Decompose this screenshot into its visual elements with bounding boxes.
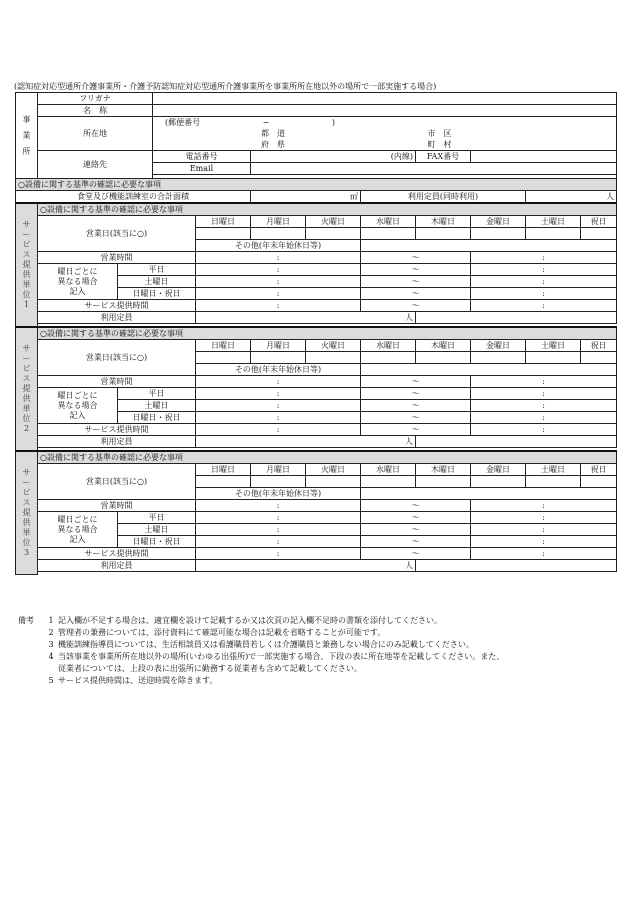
note-item-2: 2 管理者の兼務については、添付資料にて確認可能な場合は記載を省略することが可能です。 bbox=[48, 628, 386, 637]
service-hours-end[interactable]: : bbox=[471, 548, 617, 560]
service-unit-3 bbox=[16, 451, 617, 574]
note-item-4: 4 当該事業を事業所所在地以外の場所(いわゆる出張所)で一部実施する場合、下段の表に所在地等を記載してください。また、 bbox=[48, 652, 505, 661]
note-item-4-continued: 従業者については、上段の表に出張所に勤務する従業者も含めて記載してください。 bbox=[58, 664, 362, 673]
facility-capacity-field[interactable]: 人 bbox=[526, 191, 617, 204]
unit-capacity-field[interactable]: 人 bbox=[196, 312, 416, 324]
saturday-hours-end[interactable]: : bbox=[471, 400, 617, 412]
business-hours-end[interactable]: : bbox=[471, 252, 617, 264]
day-header-2: 火曜日 bbox=[306, 216, 361, 228]
phone-field[interactable]: (内線) bbox=[251, 151, 416, 163]
fax-label: FAX番号 bbox=[416, 151, 471, 163]
service-hours-sep: 〜 bbox=[361, 424, 471, 436]
name-label: 名 称 bbox=[38, 105, 153, 117]
day-header-3: 水曜日 bbox=[361, 464, 416, 476]
day-checkbox-5[interactable] bbox=[471, 476, 526, 488]
unit-section-title: ○設備に関する基準の確認に必要な事項 bbox=[38, 451, 617, 464]
other-days-label: その他(年末年始休日等) bbox=[196, 240, 361, 252]
note-item-5: 5 サービス提供時間は、送迎時間を除きます。 bbox=[48, 676, 218, 685]
sunday-hours-start[interactable]: : bbox=[196, 536, 361, 548]
day-checkbox-4[interactable] bbox=[416, 352, 471, 364]
weekday-label: 平日 bbox=[118, 388, 196, 400]
day-checkbox-4[interactable] bbox=[416, 228, 471, 240]
notes-section bbox=[18, 615, 504, 687]
business-hours-label: 営業時間 bbox=[38, 376, 196, 388]
day-header-2: 火曜日 bbox=[306, 340, 361, 352]
service-hours-label: サービス提供時間 bbox=[38, 424, 196, 436]
weekday-hours-start[interactable]: : bbox=[196, 264, 361, 276]
weekday-hours-start[interactable]: : bbox=[196, 388, 361, 400]
address-pref-city-row-2[interactable]: 府 県 町 村 bbox=[153, 139, 617, 151]
notes-label: 備考 bbox=[18, 616, 34, 625]
facility-area-field[interactable]: ㎡ bbox=[251, 191, 361, 204]
other-days-label: その他(年末年始休日等) bbox=[196, 488, 361, 500]
service-hours-start[interactable]: : bbox=[196, 424, 361, 436]
day-header-3: 水曜日 bbox=[361, 340, 416, 352]
day-header-5: 金曜日 bbox=[471, 464, 526, 476]
other-days-label: その他(年末年始休日等) bbox=[196, 364, 361, 376]
saturday-label: 土曜日 bbox=[118, 524, 196, 536]
business-hours-label: 営業時間 bbox=[38, 252, 196, 264]
unit-spacer-2 bbox=[38, 573, 617, 574]
day-checkbox-3[interactable] bbox=[361, 228, 416, 240]
day-checkbox-1[interactable] bbox=[251, 228, 306, 240]
service-hours-sep: 〜 bbox=[361, 548, 471, 560]
day-header-1: 月曜日 bbox=[251, 340, 306, 352]
service-hours-end[interactable]: : bbox=[471, 300, 617, 312]
day-header-7: 祝日 bbox=[581, 464, 617, 476]
facility-area-label: 食堂及び機能訓練室の合計面積 bbox=[16, 191, 251, 204]
day-checkbox-2[interactable] bbox=[306, 228, 361, 240]
unit-capacity-label: 利用定員 bbox=[38, 560, 196, 572]
weekday-hours-start[interactable]: : bbox=[196, 512, 361, 524]
office-section bbox=[16, 93, 617, 179]
day-checkbox-0[interactable] bbox=[196, 228, 251, 240]
business-hours-end[interactable]: : bbox=[471, 500, 617, 512]
day-header-7: 祝日 bbox=[581, 340, 617, 352]
unit-section-title: ○設備に関する基準の確認に必要な事項 bbox=[38, 327, 617, 340]
day-header-0: 日曜日 bbox=[196, 464, 251, 476]
unit-capacity-label: 利用定員 bbox=[38, 312, 196, 324]
unit-capacity-blank bbox=[416, 560, 617, 572]
day-checkbox-3[interactable] bbox=[361, 352, 416, 364]
saturday-hours-start[interactable]: : bbox=[196, 524, 361, 536]
email-label: Email bbox=[153, 163, 251, 175]
business-hours-start[interactable]: : bbox=[196, 252, 361, 264]
business-hours-sep: 〜 bbox=[361, 376, 471, 388]
name-field[interactable] bbox=[153, 105, 617, 117]
day-header-0: 日曜日 bbox=[196, 216, 251, 228]
day-checkbox-1[interactable] bbox=[251, 352, 306, 364]
furigana-field[interactable] bbox=[153, 93, 617, 105]
sunday-hours-start[interactable]: : bbox=[196, 288, 361, 300]
sunday-hours-start[interactable]: : bbox=[196, 412, 361, 424]
address-pref-city-row[interactable]: 都 道 市 区 bbox=[153, 128, 617, 139]
saturday-hours-end[interactable]: : bbox=[471, 524, 617, 536]
sunday-hours-sep: 〜 bbox=[361, 536, 471, 548]
sunday-hours-end[interactable]: : bbox=[471, 536, 617, 548]
day-checkbox-4[interactable] bbox=[416, 476, 471, 488]
contact-label: 連絡先 bbox=[38, 151, 153, 179]
business-hours-end[interactable]: : bbox=[471, 376, 617, 388]
saturday-label: 土曜日 bbox=[118, 400, 196, 412]
day-checkbox-6[interactable] bbox=[526, 352, 581, 364]
other-days-field[interactable] bbox=[361, 240, 617, 252]
weekday-hours-end[interactable]: : bbox=[471, 388, 617, 400]
business-hours-sep: 〜 bbox=[361, 500, 471, 512]
sunday-holiday-label: 日曜日・祝日 bbox=[118, 412, 196, 424]
sunday-holiday-label: 日曜日・祝日 bbox=[118, 288, 196, 300]
day-checkbox-5[interactable] bbox=[471, 352, 526, 364]
sunday-holiday-label: 日曜日・祝日 bbox=[118, 536, 196, 548]
sunday-hours-end[interactable]: : bbox=[471, 288, 617, 300]
day-header-4: 木曜日 bbox=[416, 216, 471, 228]
day-header-3: 水曜日 bbox=[361, 216, 416, 228]
saturday-label: 土曜日 bbox=[118, 276, 196, 288]
weekday-label: 平日 bbox=[118, 264, 196, 276]
saturday-hours-start[interactable]: : bbox=[196, 400, 361, 412]
note-item-3: 3 機能訓練指導員については、生活相談員又は看護職員若しくは介護職員と兼務しない場合にのみ記載してください。 bbox=[48, 640, 474, 649]
day-checkbox-2[interactable] bbox=[306, 352, 361, 364]
service-unit-vertical-label: サ ー ビ ス 提 供 単 位 2 bbox=[16, 327, 38, 451]
varies-by-day-label: 曜日ごとに 異なる場合 記入 bbox=[38, 512, 118, 548]
note-item-1: 備考 1 記入欄が不足する場合は、適宜欄を設けて記載するか又は次頁の記入欄不足時の書類を添付してください。 bbox=[18, 616, 442, 625]
day-header-2: 火曜日 bbox=[306, 464, 361, 476]
application-form-table bbox=[15, 92, 617, 575]
unit-capacity-label: 利用定員 bbox=[38, 436, 196, 448]
weekday-label: 平日 bbox=[118, 512, 196, 524]
day-checkbox-5[interactable] bbox=[471, 228, 526, 240]
address-label: 所在地 bbox=[38, 117, 153, 151]
unit-section-title: ○設備に関する基準の確認に必要な事項 bbox=[38, 203, 617, 216]
service-unit-vertical-label: サ ー ビ ス 提 供 単 位 3 bbox=[16, 451, 38, 574]
day-header-7: 祝日 bbox=[581, 216, 617, 228]
day-header-0: 日曜日 bbox=[196, 340, 251, 352]
saturday-hours-sep: 〜 bbox=[361, 524, 471, 536]
business-hours-sep: 〜 bbox=[361, 252, 471, 264]
weekday-hours-sep: 〜 bbox=[361, 264, 471, 276]
service-hours-end[interactable]: : bbox=[471, 424, 617, 436]
phone-label: 電話番号 bbox=[153, 151, 251, 163]
varies-by-day-label: 曜日ごとに 異なる場合 記入 bbox=[38, 388, 118, 424]
day-header-6: 土曜日 bbox=[526, 464, 581, 476]
day-checkbox-0[interactable] bbox=[196, 476, 251, 488]
day-checkbox-6[interactable] bbox=[526, 476, 581, 488]
day-checkbox-7[interactable] bbox=[581, 228, 617, 240]
facility-capacity-label: 利用定員(同時利用) bbox=[361, 191, 526, 204]
business-hours-label: 営業時間 bbox=[38, 500, 196, 512]
business-days-label: 営業日(該当に○) bbox=[38, 464, 196, 500]
varies-by-day-label: 曜日ごとに 異なる場合 記入 bbox=[38, 264, 118, 300]
service-hours-start[interactable]: : bbox=[196, 300, 361, 312]
day-checkbox-3[interactable] bbox=[361, 476, 416, 488]
day-header-1: 月曜日 bbox=[251, 464, 306, 476]
day-checkbox-7[interactable] bbox=[581, 352, 617, 364]
email-field[interactable] bbox=[251, 163, 617, 175]
business-days-label: 営業日(該当に○) bbox=[38, 340, 196, 376]
day-header-4: 木曜日 bbox=[416, 340, 471, 352]
business-days-label: 営業日(該当に○) bbox=[38, 216, 196, 252]
office-vertical-label: 事 業 所 bbox=[16, 93, 38, 179]
weekday-hours-end[interactable]: : bbox=[471, 264, 617, 276]
saturday-hours-end[interactable]: : bbox=[471, 276, 617, 288]
day-header-4: 木曜日 bbox=[416, 464, 471, 476]
weekday-hours-sep: 〜 bbox=[361, 512, 471, 524]
facility-section-title: ○設備に関する基準の確認に必要な事項 bbox=[16, 179, 617, 191]
unit-capacity-blank bbox=[416, 436, 617, 448]
saturday-hours-start[interactable]: : bbox=[196, 276, 361, 288]
day-header-1: 月曜日 bbox=[251, 216, 306, 228]
day-checkbox-2[interactable] bbox=[306, 476, 361, 488]
day-header-6: 土曜日 bbox=[526, 216, 581, 228]
day-header-5: 金曜日 bbox=[471, 216, 526, 228]
service-unit-2 bbox=[16, 327, 617, 451]
weekday-hours-sep: 〜 bbox=[361, 388, 471, 400]
day-checkbox-7[interactable] bbox=[581, 476, 617, 488]
sunday-hours-sep: 〜 bbox=[361, 412, 471, 424]
sunday-hours-end[interactable]: : bbox=[471, 412, 617, 424]
day-checkbox-1[interactable] bbox=[251, 476, 306, 488]
business-hours-start[interactable]: : bbox=[196, 500, 361, 512]
unit-capacity-field[interactable]: 人 bbox=[196, 560, 416, 572]
day-header-5: 金曜日 bbox=[471, 340, 526, 352]
day-header-6: 土曜日 bbox=[526, 340, 581, 352]
weekday-hours-end[interactable]: : bbox=[471, 512, 617, 524]
other-days-field[interactable] bbox=[361, 364, 617, 376]
service-hours-start[interactable]: : bbox=[196, 548, 361, 560]
furigana-label: フリガナ bbox=[38, 93, 153, 105]
unit-capacity-field[interactable]: 人 bbox=[196, 436, 416, 448]
sunday-hours-sep: 〜 bbox=[361, 288, 471, 300]
facility-section bbox=[16, 179, 617, 204]
service-unit-vertical-label: サ ー ビ ス 提 供 単 位 1 bbox=[16, 203, 38, 327]
service-hours-sep: 〜 bbox=[361, 300, 471, 312]
day-checkbox-0[interactable] bbox=[196, 352, 251, 364]
other-days-field[interactable] bbox=[361, 488, 617, 500]
unit-capacity-blank bbox=[416, 312, 617, 324]
day-checkbox-6[interactable] bbox=[526, 228, 581, 240]
service-hours-label: サービス提供時間 bbox=[38, 300, 196, 312]
postal-code-field[interactable]: (郵便番号 − ) bbox=[153, 117, 617, 129]
saturday-hours-sep: 〜 bbox=[361, 276, 471, 288]
saturday-hours-sep: 〜 bbox=[361, 400, 471, 412]
form-heading: (認知症対応型通所介護事業所・介護予防認知症対応型通所介護事業所を事業所所在地以外の場所で一部実施する場合) bbox=[14, 82, 437, 91]
fax-field[interactable] bbox=[471, 151, 617, 163]
service-unit-1 bbox=[16, 203, 617, 327]
service-hours-label: サービス提供時間 bbox=[38, 548, 196, 560]
business-hours-start[interactable]: : bbox=[196, 376, 361, 388]
